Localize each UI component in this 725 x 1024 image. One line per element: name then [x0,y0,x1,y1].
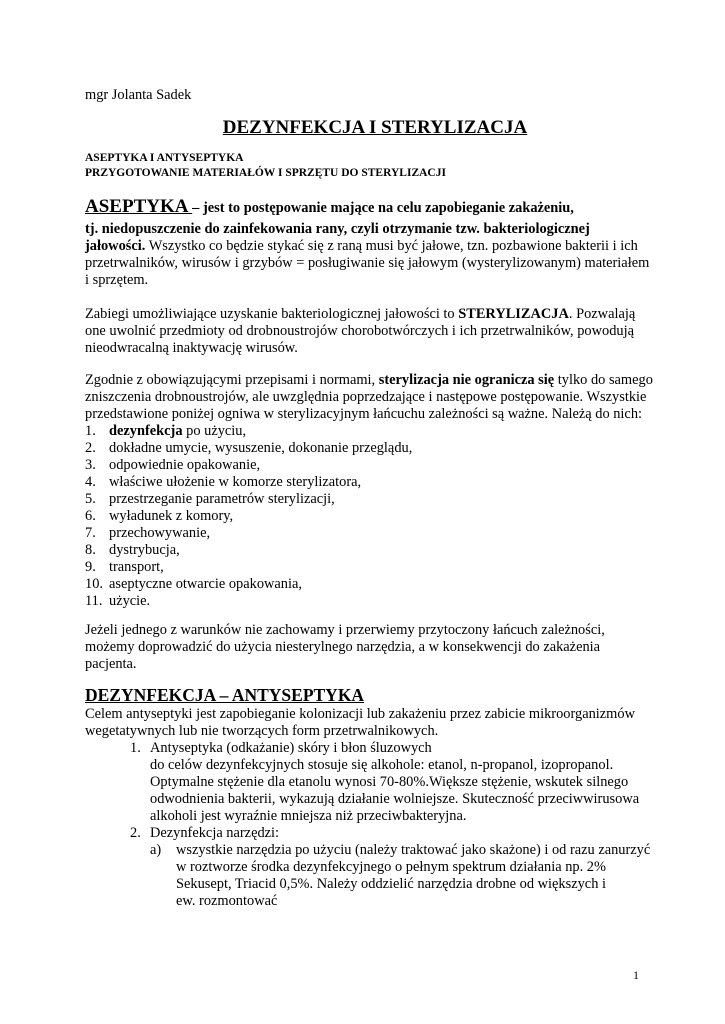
section2-sub-a-line-1: wszystkie narzędzia po użyciu (należy traktować jako skażone) i od razu zanurzyć [176,842,651,858]
list-item: 5. przestrzeganie parametrów sterylizacji, [85,491,335,507]
list-item: 1. dezynfekcja po użyciu, [85,423,247,439]
section-heading-dezynfekcja: DEZYNFEKCJA – ANTYSEPTYKA [85,685,365,705]
para4-line-2: możemy doprowadzić do użycia niesterylnego narzędzia, a w konsekwencji do zakażenia [85,639,601,655]
section2-sub-a-label: a) [150,842,162,858]
para2-line-1: Zabiegi umożliwiające uzyskanie bakteriologicznej jałowości to STERYLIZACJA. Pozwalają [85,306,636,322]
section2-sub-a-line-2: w roztworze środka dezynfekcyjnego o pełnym spektrum działania np. 2% [176,859,606,875]
aseptyka-line-1: ASEPTYKA – jest to postępowanie mające na celu zapobieganie zakażeniu, [85,196,574,217]
page-number: 1 [633,968,639,982]
subheading-2: PRZYGOTOWANIE MATERIAŁÓW I SPRZĘTU DO STERYLIZACJI [85,167,446,179]
section2-intro-2: wegetatywnych lub nie tworzących form przetrwalnikowych. [85,723,439,739]
list-item: 8. dystrybucja, [85,542,180,558]
section2-item1-title: Antyseptyka (odkażanie) skóry i błon śluzowych [150,740,432,756]
document-title: DEZYNFEKCJA I STERYLIZACJA [222,117,528,138]
list-item: 2. dokładne umycie, wysuszenie, dokonanie przeglądu, [85,440,413,456]
list-item: 11. użycie. [85,593,151,609]
section2-intro-1: Celem antyseptyki jest zapobieganie kolonizacji lub zakażeniu przez zabicie mikroorganizmów [85,706,635,722]
aseptyka-line-2: tj. niedopuszczenie do zainfekowania rany, czyli otrzymanie tzw. bakteriologicznej [85,221,590,237]
section2-item2-num: 2. [130,825,141,841]
subheading-1: ASEPTYKA I ANTYSEPTYKA [85,152,244,164]
section2-sub-a-line-4: ew. rozmontować [176,893,278,909]
list-item: 4. właściwe ułożenie w komorze sterylizatora, [85,474,362,490]
aseptyka-line-3: jałowości. Wszystko co będzie stykać się z raną musi być jałowe, tzn. pozbawione bakterii i ich [85,238,638,254]
section2-item1-num: 1. [130,740,141,756]
aseptyka-line-4: przetrwalników, wirusów i grzybów = posługiwanie się jałowym (wysterylizowanym) materiałem [85,255,650,271]
para3-line-2: zniszczenia drobnoustrojów, ale uwzględnia poprzedzające i następowe postępowanie. Wszystkie [85,389,647,405]
list-item: 6. wyładunek z komory, [85,508,234,524]
para2-line-3: nieodwracalną inaktywację wirusów. [85,340,298,356]
section2-sub-a-line-3: Sekusept, Triacid 0,5%. Należy oddzielić narzędzia drobne od większych i [176,876,606,892]
para4-line-1: Jeżeli jednego z warunków nie zachowamy i przerwiemy przytoczony łańcuch zależności, [85,622,605,638]
para3-line-3: przedstawione poniżej ogniwa w sterylizacyjnym łańcuchu zależności są ważne. Należą do nich: [85,406,643,422]
section2-item2-title: Dezynfekcja narzędzi: [150,825,280,841]
section2-item1-line-4: alkoholi jest wyraźnie mniejsza niż przeciwbakteryjna. [150,808,467,824]
list-item: 7. przechowywanie, [85,525,211,541]
section2-item1-line-2: Optymalne stężenie dla etanolu wynosi 70-80%.Większe stężenie, wskutek silnego [150,774,629,790]
list-item: 3. odpowiednie opakowanie, [85,457,261,473]
author-name: mgr Jolanta Sadek [85,87,192,103]
sterilization-chain-list [85,423,412,610]
list-item: 10. aseptyczne otwarcie opakowania, [85,576,302,592]
list-item: 9. transport, [85,559,164,575]
section2-item1-line-3: odwodnienia bakterii, wykazują działanie wolniejsze. Skuteczność przeciwwirusowa [150,791,640,807]
para2-line-2: one uwolnić przedmioty od drobnoustrojów chorobotwórczych i ich przetrwalników, powodują [85,323,634,339]
para3-line-1: Zgodnie z obowiązującymi przepisami i normami, sterylizacja nie ogranicza się tylko do samego [85,372,653,388]
aseptyka-line-5: i sprzętem. [85,272,149,288]
aseptyka-term: ASEPTYKA [85,196,193,217]
para4-line-3: pacjenta. [85,656,137,672]
section2-item1-line-1: do celów dezynfekcyjnych stosuje się alkohole: etanol, n-propanol, izopropanol. [150,757,614,773]
